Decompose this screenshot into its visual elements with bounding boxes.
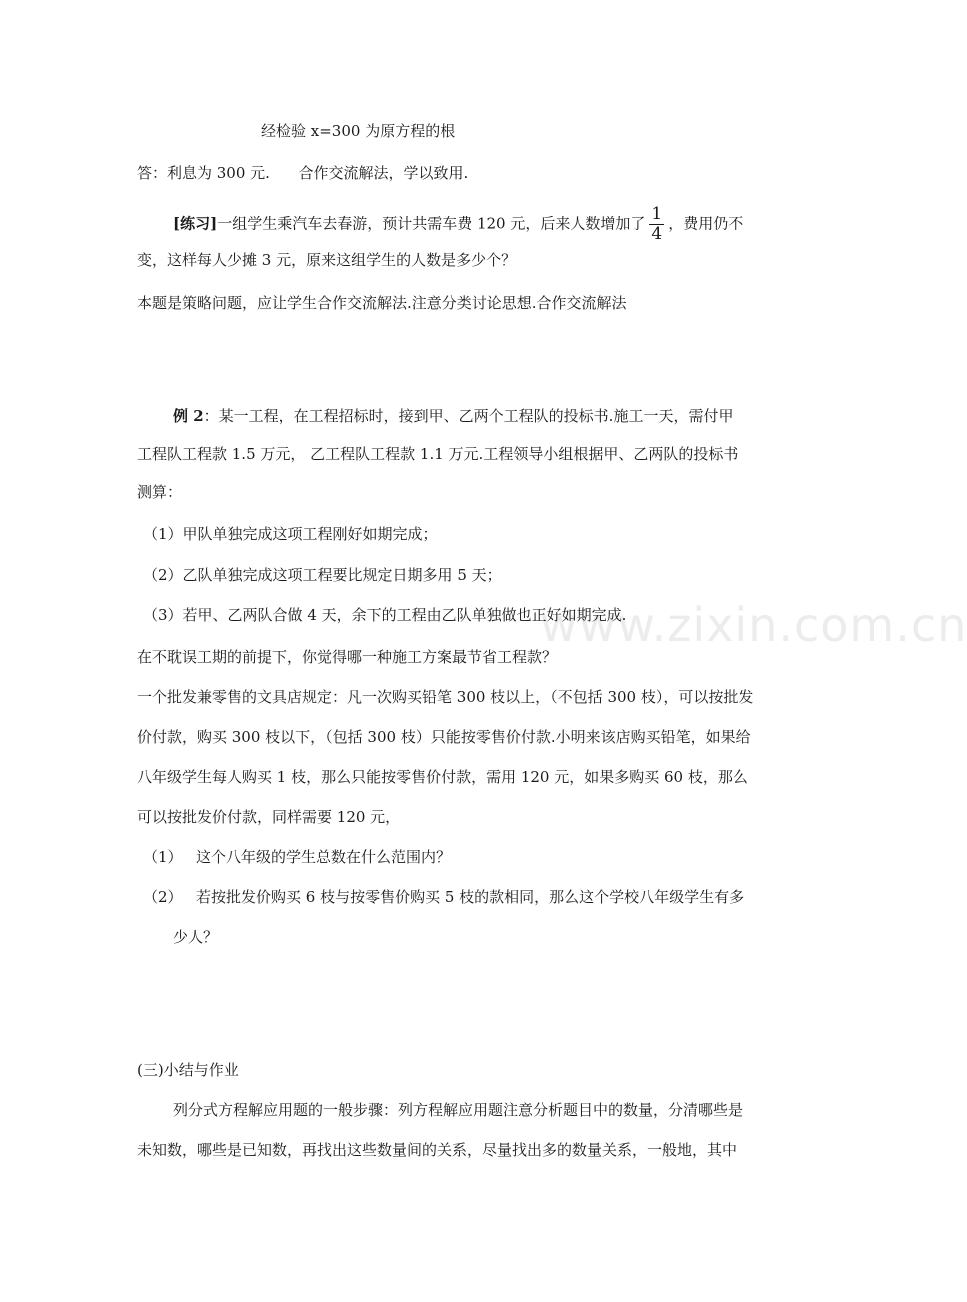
example2-line: [173, 406, 733, 426]
example2-label: 例 2: [173, 407, 204, 425]
example2-text: ：某一工程，在工程招标时，接到甲、乙两个工程队的投标书.施工一天，需付甲: [203, 407, 734, 425]
practice-label: [练习]: [173, 214, 218, 233]
stationery-line-2: 价付款，购买 300 枝以下，（包括 300 枝）只能按零售价付款.小明来该店购买铅笔，如果给: [137, 728, 751, 746]
practice-tail: ，费用仍不: [668, 214, 744, 233]
practice-text: 一组学生乘汽车去春游，预计共需车费 120 元，后来人数增加了: [217, 214, 646, 233]
practice-line: [173, 205, 743, 244]
watermark: www.zixin.com.cn: [540, 598, 967, 652]
strategy-note: 本题是策略问题，应让学生合作交流解法.注意分类讨论思想.合作交流解法: [137, 294, 627, 312]
answer-line: 答：利息为 300 元. 合作交流解法，学以致用.: [137, 164, 469, 182]
plan-1: （1）甲队单独完成这项工程刚好如期完成；: [143, 525, 438, 543]
sub-question-2-text: 若按批发价购买 6 枝与按零售价购买 5 枝的款相同，那么这个学校八年级学生有多: [196, 888, 745, 906]
sub-question-1-number: （1）: [143, 848, 183, 866]
stationery-line-4: 可以按批发价付款，同样需要 120 元，: [137, 808, 401, 826]
summary-line-2: 未知数，哪些是已知数，再找出这些数量间的关系，尽量找出多的数量关系，一般地，其中: [137, 1141, 738, 1159]
question-line: 在不耽误工期的前提下，你觉得哪一种施工方案最节省工程款？: [137, 648, 558, 666]
verification-line: 经检验 x=300 为原方程的根: [261, 122, 456, 140]
example2-line-3: 测算：: [137, 483, 183, 501]
sub-question-1-text: 这个八年级的学生总数在什么范围内？: [196, 848, 452, 866]
example2-line-2: 工程队工程款 1.5 万元， 乙工程队工程款 1.1 万元.工程领导小组根据甲、乙两队的投标书: [137, 445, 739, 463]
summary-line-1: 列分式方程解应用题的一般步骤：列方程解应用题注意分析题目中的数量，分清哪些是: [173, 1101, 744, 1119]
plan-3: （3）若甲、乙两队合做 4 天，余下的工程由乙队单独做也正好如期完成.: [143, 606, 627, 624]
fraction-one-quarter: $\frac{1}{4}$: [651, 204, 663, 244]
sub-question-2-number: （2）: [143, 888, 183, 906]
section-heading: (三)小结与作业: [137, 1061, 239, 1079]
practice-line-2: 变，这样每人少摊 3 元，原来这组学生的人数是多少个？: [137, 251, 517, 269]
stationery-line-1: 一个批发兼零售的文具店规定：凡一次购买铅笔 300 枝以上，（不包括 300 枝），可以按批发: [137, 688, 754, 706]
stationery-line-3: 八年级学生每人购买 1 枝，那么只能按零售价付款，需用 120 元，如果多购买 60 枝，那么: [137, 768, 748, 786]
plan-2: （2）乙队单独完成这项工程要比规定日期多用 5 天；: [143, 566, 502, 584]
sub-question-2-text-cont: 少人？: [173, 928, 219, 946]
